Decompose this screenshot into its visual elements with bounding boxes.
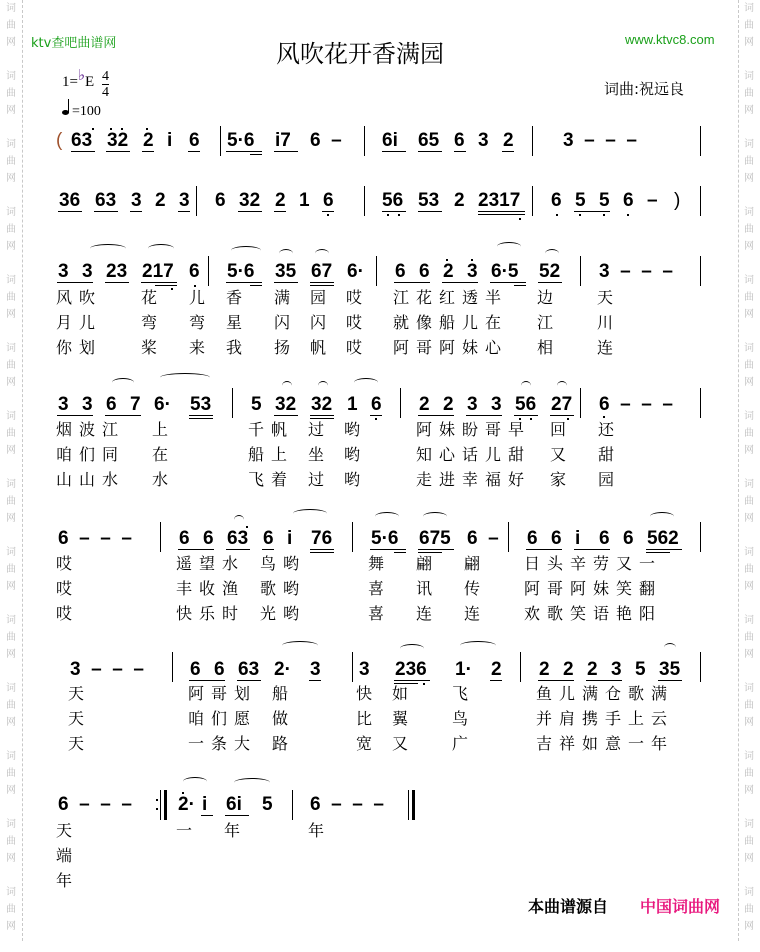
watermark-char: 曲: [744, 496, 754, 507]
watermark-char: 词: [6, 615, 16, 626]
watermark-left: [3, 0, 19, 941]
watermark-char: 网: [6, 717, 16, 728]
watermark-char: 曲: [6, 836, 16, 847]
flat-icon: ♭: [77, 68, 86, 84]
watermark-char: 词: [744, 71, 754, 82]
watermark-char: 词: [744, 547, 754, 558]
watermark-char: 曲: [6, 496, 16, 507]
watermark-char: 词: [6, 887, 16, 898]
watermark-char: 网: [6, 37, 16, 48]
watermark-char: 网: [6, 649, 16, 660]
watermark-char: 网: [744, 105, 754, 116]
watermark-char: 曲: [744, 768, 754, 779]
watermark-char: 词: [6, 71, 16, 82]
watermark-char: 网: [6, 173, 16, 184]
watermark-char: 词: [744, 3, 754, 14]
time-signature: $\frac{4}{4}$: [102, 69, 109, 100]
watermark-char: 网: [744, 513, 754, 524]
watermark-char: 网: [6, 241, 16, 252]
watermark-char: 网: [744, 309, 754, 320]
watermark-char: 曲: [6, 20, 16, 31]
watermark-char: 词: [744, 139, 754, 150]
watermark-char: 曲: [6, 768, 16, 779]
watermark-char: 网: [744, 853, 754, 864]
watermark-char: 网: [6, 309, 16, 320]
watermark-char: 词: [744, 343, 754, 354]
watermark-divider-left: [22, 0, 23, 941]
key-signature: 1=♭E $\frac{4}{4}$: [62, 68, 109, 100]
song-title: 风吹花开香满园: [276, 40, 444, 68]
watermark-char: 曲: [6, 700, 16, 711]
watermark-char: 网: [744, 717, 754, 728]
watermark-char: 网: [744, 649, 754, 660]
watermark-char: 网: [744, 377, 754, 388]
watermark-char: 网: [744, 581, 754, 592]
site-link-right[interactable]: www.ktvc8.com: [625, 32, 715, 47]
watermark-char: 网: [6, 785, 16, 796]
watermark-char: 词: [6, 751, 16, 762]
watermark-char: 网: [744, 921, 754, 932]
watermark-char: 词: [6, 139, 16, 150]
watermark-char: 词: [744, 411, 754, 422]
watermark-divider-right: [738, 0, 739, 941]
credits: 词曲:祝远良: [604, 80, 685, 98]
watermark-char: 网: [744, 241, 754, 252]
watermark-char: 网: [744, 785, 754, 796]
watermark-char: 曲: [744, 700, 754, 711]
watermark-char: 网: [744, 173, 754, 184]
watermark-char: 曲: [744, 20, 754, 31]
watermark-char: 词: [6, 3, 16, 14]
watermark-char: 词: [744, 751, 754, 762]
watermark-char: 词: [6, 343, 16, 354]
watermark-char: 曲: [6, 224, 16, 235]
watermark-char: 词: [6, 683, 16, 694]
watermark-right: [741, 0, 757, 941]
watermark-char: 网: [6, 377, 16, 388]
watermark-char: 网: [6, 581, 16, 592]
watermark-char: 曲: [6, 360, 16, 371]
watermark-char: 曲: [744, 156, 754, 167]
watermark-char: 曲: [744, 564, 754, 575]
watermark-char: 词: [6, 275, 16, 286]
watermark-char: 曲: [6, 88, 16, 99]
watermark-char: 词: [6, 411, 16, 422]
watermark-char: 曲: [744, 224, 754, 235]
source-link[interactable]: 中国词曲网: [640, 897, 721, 916]
watermark-char: 网: [6, 513, 16, 524]
watermark-char: 曲: [744, 428, 754, 439]
watermark-char: 词: [744, 683, 754, 694]
watermark-char: 词: [744, 207, 754, 218]
watermark-char: 网: [6, 853, 16, 864]
watermark-char: 曲: [744, 904, 754, 915]
watermark-char: 网: [6, 445, 16, 456]
watermark-char: 词: [744, 819, 754, 830]
watermark-char: 词: [6, 819, 16, 830]
watermark-char: 词: [6, 547, 16, 558]
watermark-char: 曲: [744, 360, 754, 371]
watermark-char: 词: [744, 615, 754, 626]
watermark-char: 曲: [6, 156, 16, 167]
watermark-char: 曲: [6, 632, 16, 643]
watermark-char: 曲: [6, 292, 16, 303]
watermark-char: 曲: [6, 564, 16, 575]
watermark-char: 词: [6, 207, 16, 218]
watermark-char: 曲: [744, 632, 754, 643]
watermark-char: 词: [744, 479, 754, 490]
site-link-left[interactable]: ktv查吧曲谱网: [31, 36, 117, 51]
watermark-char: 网: [6, 105, 16, 116]
watermark-char: 词: [744, 887, 754, 898]
watermark-char: 网: [744, 37, 754, 48]
watermark-char: 曲: [744, 88, 754, 99]
watermark-char: 词: [744, 275, 754, 286]
tempo-marking: =100: [62, 104, 101, 120]
watermark-char: 曲: [744, 292, 754, 303]
watermark-char: 曲: [744, 836, 754, 847]
watermark-char: 网: [6, 921, 16, 932]
watermark-char: 曲: [6, 904, 16, 915]
source-label: 本曲谱源自: [528, 897, 609, 916]
watermark-char: 网: [744, 445, 754, 456]
watermark-char: 曲: [6, 428, 16, 439]
quarter-note-icon: [62, 110, 69, 115]
watermark-char: 词: [6, 479, 16, 490]
